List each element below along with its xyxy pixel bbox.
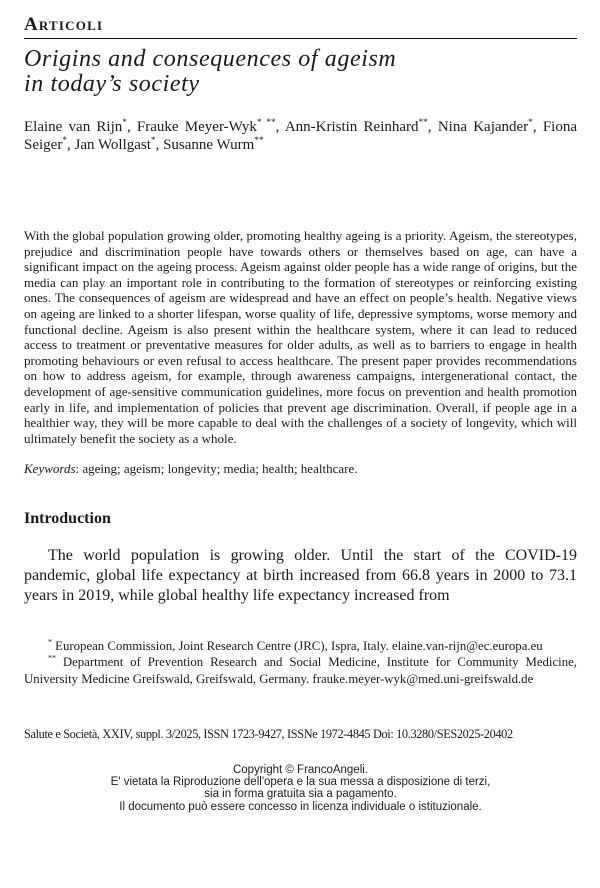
footnotes-block <box>24 638 577 687</box>
author <box>438 119 543 135</box>
author-affiliation-mark: * <box>528 118 533 128</box>
author-affiliation-mark: * <box>122 118 127 128</box>
abstract-paragraph: With the global population growing older, promoting healthy ageing is a priority. Ageism, the stereotypes, prejudice and discrimination people have towards others or themselves based on age, can have a significant impact on the ageing process. Ageism against older people has a wide range of origins, but the media can play an important role in contributing to the formation of stereotypes or reinforcing existing ones. The consequences of ageism are widespread and have an effect on people’s health. Negative views on ageing are linked to a shorter lifespan, worse quality of life, depressive symptoms, worse memory and functional decline. Ageism is also present within the healthcare system, where it can lead to reduced access to treatment or preventative measures for older adults, as well as to barriers to engage in health promoting behaviours or even refusal to access healthcare. The present paper provides recommendations on how to address ageism, for example, through awareness campaigns, intergenerational contact, the development of age-sensitive communication guidelines, more focus on prevention and health promotion early in life, and implementation of policies that prevent age discrimination. Overall, if people age in a healthier way, they will be more capable to deal with the challenges of a society of longevity, which will ultimately benefit the society as a whole. <box>24 228 577 446</box>
author-affiliation-mark: * ** <box>256 118 276 128</box>
author-name: Jan Wollgast <box>74 136 151 153</box>
footnote-affiliation-2 <box>24 654 577 687</box>
author-list <box>24 119 577 154</box>
keywords-label: Keywords <box>24 461 76 477</box>
article-title <box>24 47 577 97</box>
author-name: Nina Kajander <box>437 119 529 135</box>
footnote-affiliation-1 <box>24 638 577 654</box>
keywords-line <box>24 461 577 477</box>
title-line-2: in today’s society <box>24 71 200 97</box>
footnote-text: European Commission, Joint Research Centre (JRC), Ispra, Italy. elaine.van-rijn@ec.europa.eu <box>55 638 543 653</box>
author-name: Susanne Wurm <box>163 136 255 153</box>
author <box>163 137 264 153</box>
author-separator: , <box>126 119 137 135</box>
footnote-mark: * <box>48 637 52 647</box>
keywords-text: : ageing; ageism; longevity; media; health; healthcare. <box>75 461 358 477</box>
author-separator: , <box>155 136 164 153</box>
author-affiliation-mark: * <box>150 135 156 146</box>
masthead <box>24 14 577 39</box>
author-affiliation-mark: ** <box>254 135 264 146</box>
copyright-line: Copyright © FrancoAngeli. <box>232 763 369 776</box>
copyright-line: Il documento può essere concesso in licenza individuale o istituzionale. <box>119 800 482 813</box>
author <box>285 119 438 135</box>
title-line-1: Origins and consequences of ageism <box>24 46 397 72</box>
copyright-block <box>24 764 577 813</box>
author-separator: , <box>532 119 543 135</box>
footnote-text: Department of Prevention Research and Social Medicine, Institute for Community Medicine, University Medicine Greifswald, Greifswald, Germany. frauke.meyer-wyk@med.uni-greifswald.de <box>24 655 578 686</box>
copyright-line: sia in forma gratuita sia a pagamento. <box>204 788 397 801</box>
introduction-paragraph: The world population is growing older. Until the start of the COVID-19 pandemic, global life expectancy at birth increased from 66.8 years in 2000 to 73.1 years in 2019, while global healthy life expectancy increased from <box>24 546 577 604</box>
author <box>137 119 285 135</box>
author-separator: , <box>66 136 75 153</box>
author-affiliation-mark: * <box>62 135 67 146</box>
footnote-mark: ** <box>48 653 56 663</box>
section-heading-introduction: Introduction <box>24 509 111 527</box>
masthead-rule <box>24 38 577 39</box>
author <box>74 137 163 153</box>
author-affiliation-mark: ** <box>418 118 428 128</box>
author-name: Elaine van Rijn <box>24 119 123 135</box>
journal-citation-line: Salute e Società, XXIV, suppl. 3/2025, ISSN 1723-9427, ISSNe 1972-4845 Doi: 10.3280/SES2025-20402 <box>24 726 513 741</box>
author-name: Ann-Kristin Reinhard <box>284 119 419 135</box>
section-label: Articoli <box>24 14 104 35</box>
author-separator: , <box>427 119 438 135</box>
author-name: Frauke Meyer-Wyk <box>136 119 257 135</box>
copyright-line: E' vietata la Riproduzione dell'opera e la sua messa a disposizione di terzi, <box>110 776 491 789</box>
author-name: Fiona Seiger <box>24 119 577 153</box>
author <box>24 119 137 135</box>
author-separator: , <box>275 119 285 135</box>
